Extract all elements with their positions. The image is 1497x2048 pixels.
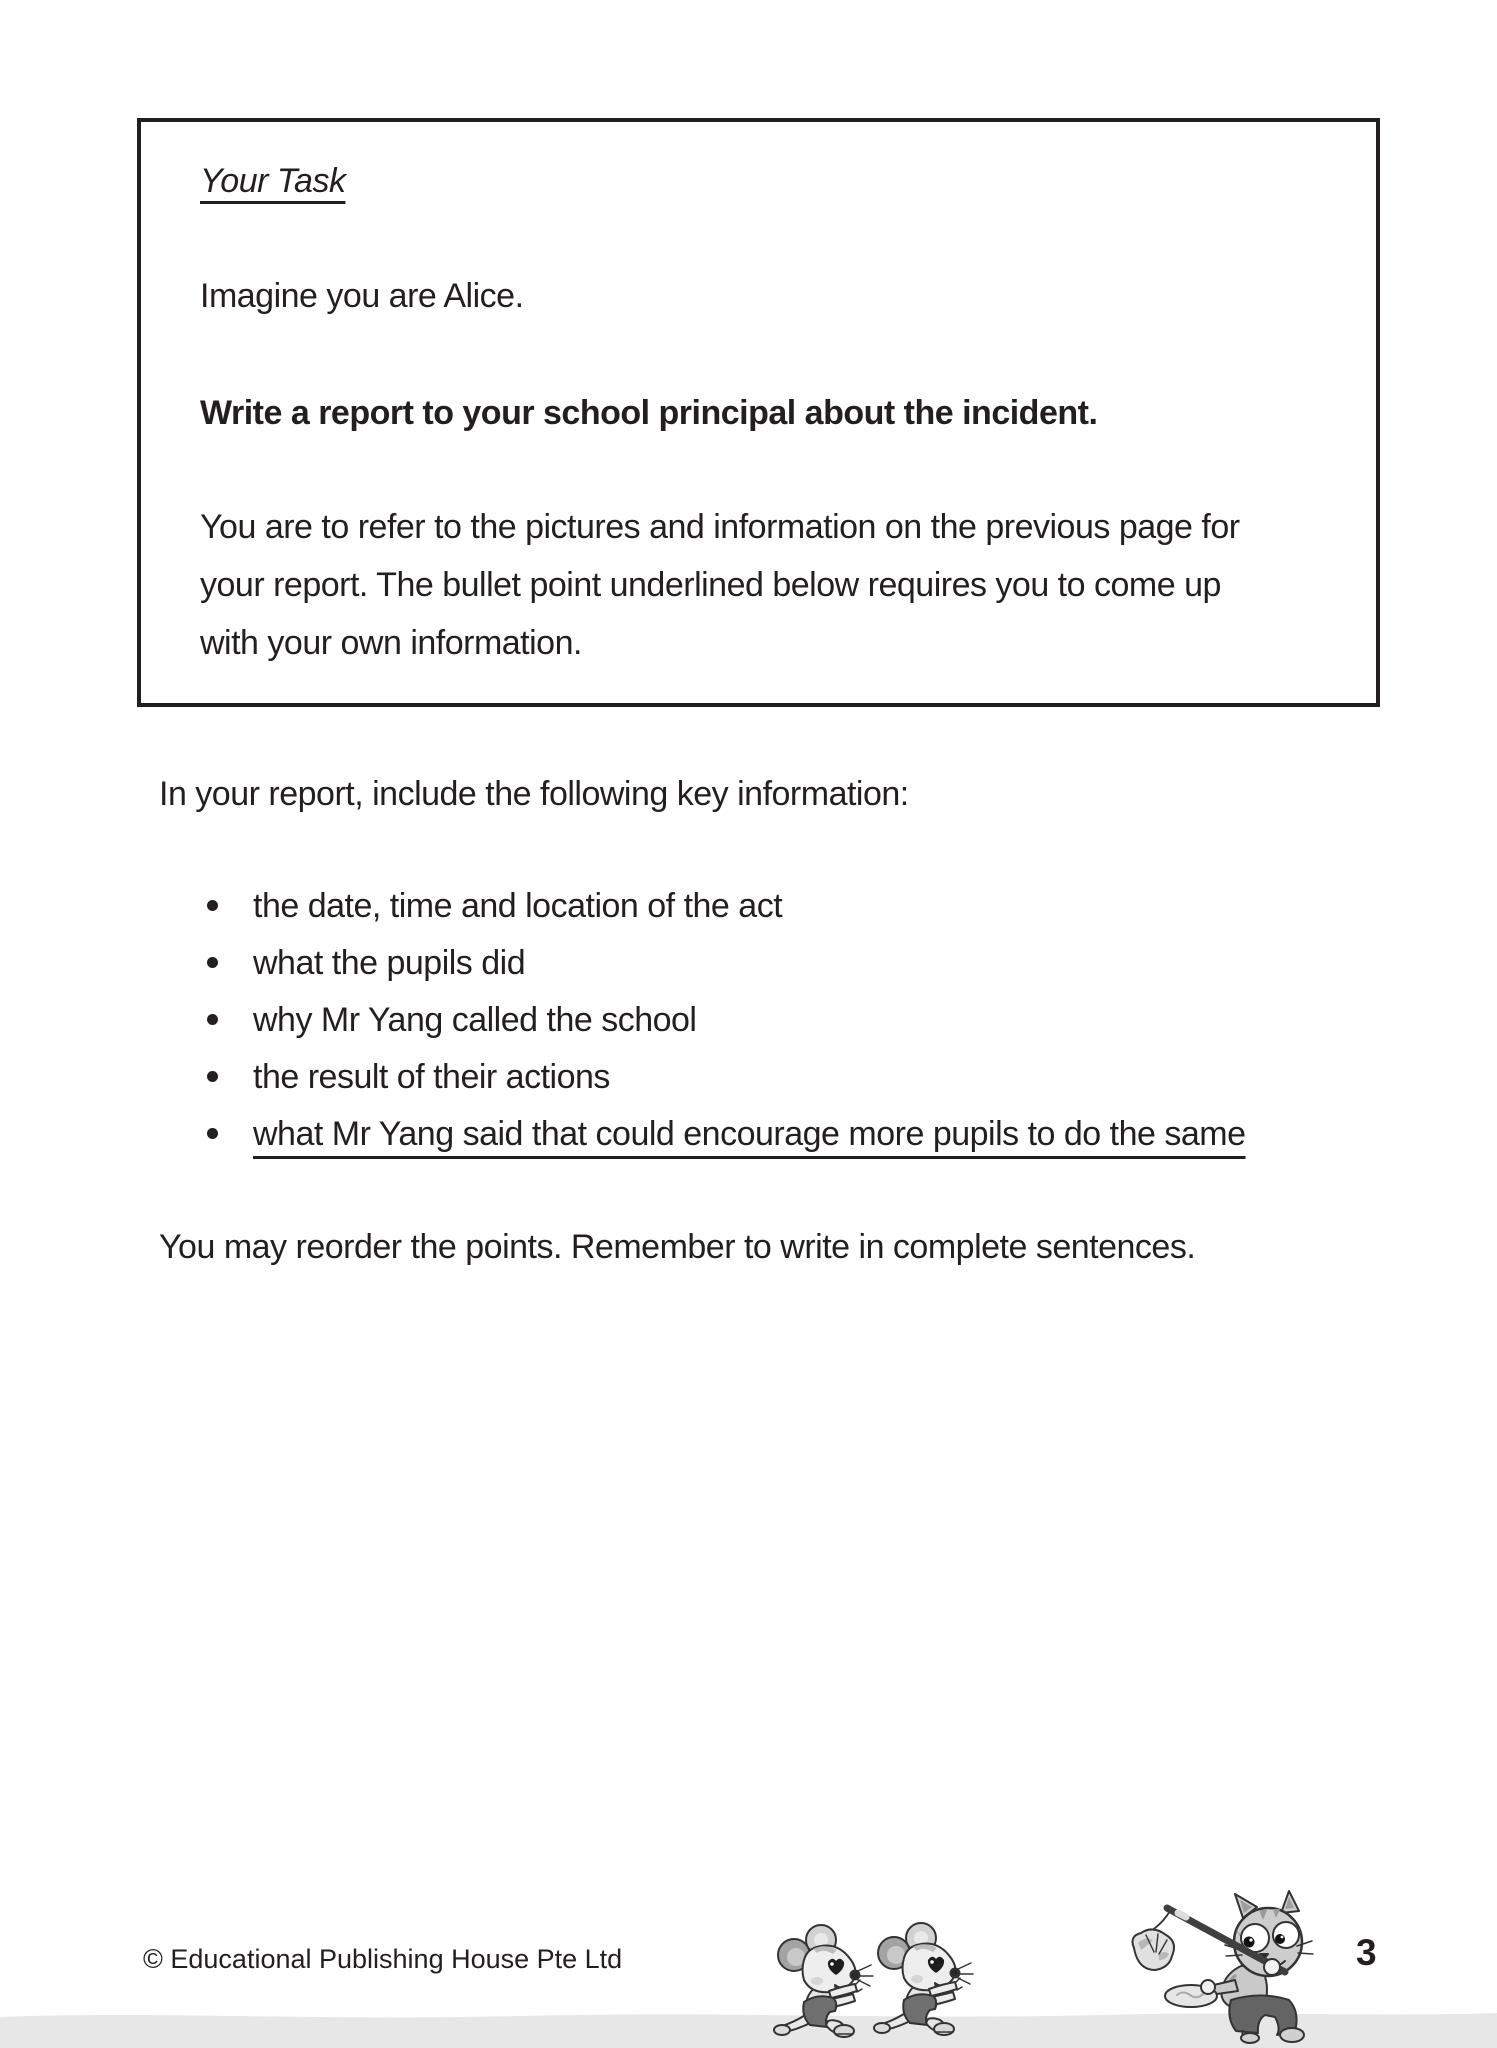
task-line-bold: Write a report to your school principal about the incident. (200, 394, 1098, 432)
list-item-text: the date, time and location of the act (253, 887, 783, 925)
footer-copyright: © Educational Publishing House Pte Ltd (143, 1944, 623, 1974)
bullet-icon (207, 900, 218, 911)
list-item-text: the result of their actions (253, 1058, 610, 1096)
list-item (207, 889, 1246, 923)
task-paragraph-line: with your own information. (200, 624, 582, 662)
task-heading: Your Task (200, 162, 346, 200)
list-item (207, 1060, 1246, 1094)
page-number: 3 (1356, 1932, 1377, 1973)
list-item-text: why Mr Yang called the school (253, 1001, 697, 1039)
bullet-icon (207, 1071, 218, 1082)
task-line-imagine: Imagine you are Alice. (200, 277, 524, 315)
task-paragraph-line: You are to refer to the pictures and information on the previous page for (200, 508, 1240, 546)
instructions-intro: In your report, include the following key information: (159, 775, 909, 813)
bullet-icon (207, 1014, 218, 1025)
cat-illustration (1123, 1888, 1315, 2044)
list-item-text-underlined: what Mr Yang said that could encourage more pupils to do the same (253, 1115, 1246, 1153)
list-item (207, 1117, 1246, 1151)
bullet-icon (207, 1128, 218, 1139)
list-item-text: what the pupils did (253, 944, 526, 982)
instructions-outro: You may reorder the points. Remember to write in complete sentences. (159, 1228, 1196, 1266)
mice-illustration (773, 1920, 975, 2038)
list-item (207, 1003, 1246, 1037)
task-box (137, 118, 1380, 707)
bullet-icon (207, 957, 218, 968)
list-item (207, 946, 1246, 980)
key-information-list (207, 889, 1246, 1174)
task-paragraph (200, 498, 1240, 672)
task-paragraph-line: your report. The bullet point underlined below requires you to come up (200, 566, 1221, 604)
